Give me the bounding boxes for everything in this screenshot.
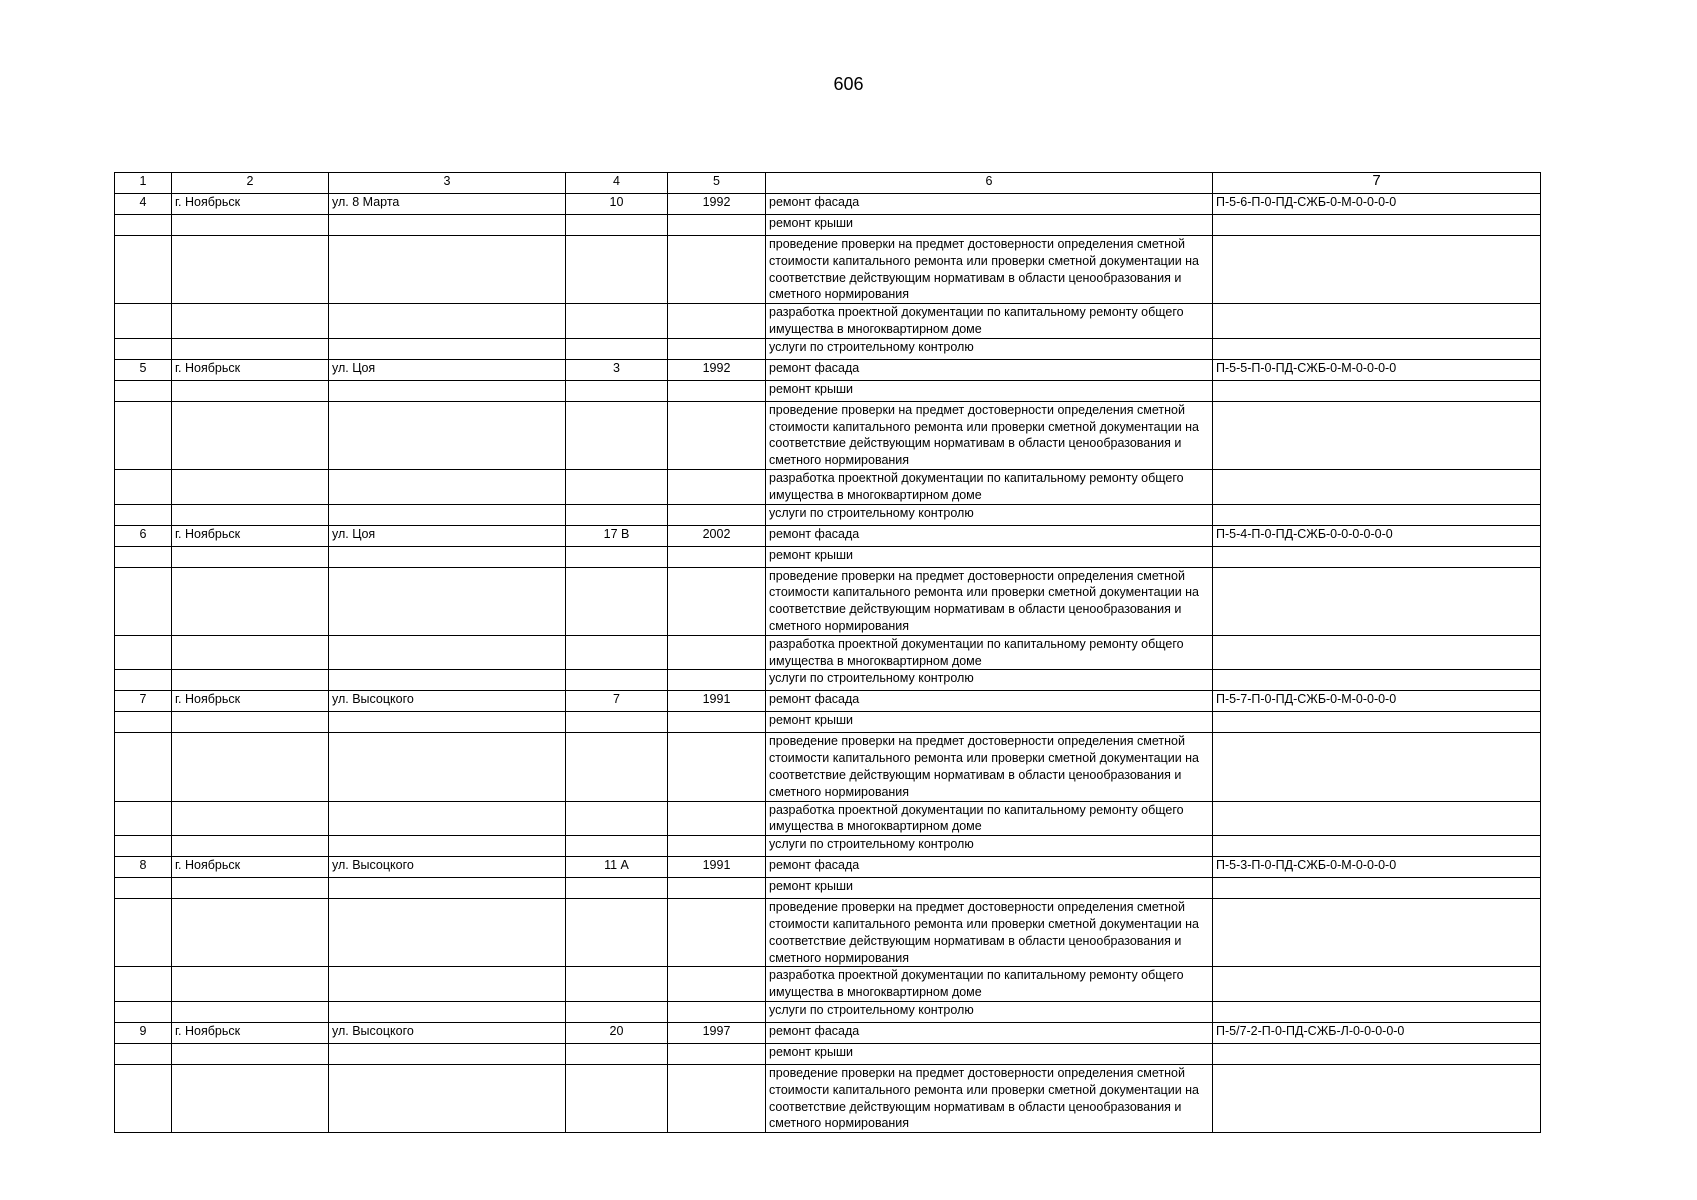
table-subrow [115,546,1541,567]
house-cell: 17 В [566,525,668,546]
work-cell: проведение проверки на предмет достоверности определения сметной стоимости капитального ремонта или проверки сметной документации на соответствие действующим нормативам в области ценообразования и сметного нормирования [766,1064,1213,1132]
work-cell: услуги по строительному контролю [766,670,1213,691]
work-cell: разработка проектной документации по капитальному ремонту общего имущества в многоквартирном доме [766,304,1213,339]
empty-cell [329,836,566,857]
empty-cell [172,304,329,339]
num-cell: 4 [115,194,172,215]
empty-cell [115,338,172,359]
num-cell: 6 [115,525,172,546]
empty-cell [1213,967,1541,1002]
empty-cell [329,469,566,504]
num-cell: 9 [115,1022,172,1043]
num-cell: 8 [115,857,172,878]
empty-cell [566,469,668,504]
repair-table [114,172,1541,1133]
work-cell: разработка проектной документации по капитальному ремонту общего имущества в многоквартирном доме [766,967,1213,1002]
work-cell: разработка проектной документации по капитальному ремонту общего имущества в многоквартирном доме [766,635,1213,670]
empty-cell [566,670,668,691]
empty-cell [329,712,566,733]
empty-cell [172,504,329,525]
empty-cell [115,635,172,670]
table-row [115,525,1541,546]
empty-cell [115,670,172,691]
empty-cell [1213,712,1541,733]
empty-cell [1213,1064,1541,1132]
house-cell: 11 А [566,857,668,878]
street-cell: ул. 8 Марта [329,194,566,215]
work-cell: ремонт фасада [766,1022,1213,1043]
page-number: 606 [833,74,864,94]
empty-cell [172,899,329,967]
empty-cell [566,899,668,967]
table-subrow [115,1001,1541,1022]
empty-cell [115,567,172,635]
empty-cell [172,1043,329,1064]
work-cell: проведение проверки на предмет достоверности определения сметной стоимости капитального ремонта или проверки сметной документации на соответствие действующим нормативам в области ценообразования и сметного нормирования [766,733,1213,801]
empty-cell [115,878,172,899]
empty-cell [566,215,668,236]
work-cell: ремонт фасада [766,857,1213,878]
header-row [115,173,1541,194]
table-subrow [115,878,1541,899]
empty-cell [1213,635,1541,670]
empty-cell [329,546,566,567]
work-cell: услуги по строительному контролю [766,1001,1213,1022]
empty-cell [1213,215,1541,236]
city-cell: г. Ноябрьск [172,359,329,380]
empty-cell [668,899,766,967]
empty-cell [668,1043,766,1064]
empty-cell [329,878,566,899]
empty-cell [329,1064,566,1132]
year-cell: 1992 [668,359,766,380]
num-cell: 5 [115,359,172,380]
empty-cell [566,1043,668,1064]
table-subrow [115,380,1541,401]
table-subrow [115,401,1541,469]
empty-cell [115,1064,172,1132]
empty-cell [668,967,766,1002]
street-cell: ул. Цоя [329,525,566,546]
city-cell: г. Ноябрьск [172,857,329,878]
work-cell: проведение проверки на предмет достоверности определения сметной стоимости капитального ремонта или проверки сметной документации на соответствие действующим нормативам в области ценообразования и сметного нормирования [766,899,1213,967]
work-cell: ремонт крыши [766,215,1213,236]
table-subrow [115,469,1541,504]
header-cell: 3 [329,173,566,194]
empty-cell [329,1001,566,1022]
empty-cell [172,567,329,635]
empty-cell [668,712,766,733]
empty-cell [1213,469,1541,504]
empty-cell [115,967,172,1002]
table-subrow [115,504,1541,525]
year-cell: 1992 [668,194,766,215]
empty-cell [566,338,668,359]
table-subrow [115,801,1541,836]
empty-cell [668,380,766,401]
work-cell: ремонт крыши [766,712,1213,733]
empty-cell [172,878,329,899]
empty-cell [668,469,766,504]
work-cell: ремонт фасада [766,691,1213,712]
code-cell: П-5/7-2-П-0-ПД-СЖБ-Л-0-0-0-0-0 [1213,1022,1541,1043]
work-cell: ремонт фасада [766,525,1213,546]
empty-cell [668,733,766,801]
empty-cell [172,670,329,691]
empty-cell [1213,899,1541,967]
empty-cell [115,380,172,401]
code-cell: П-5-6-П-0-ПД-СЖБ-0-М-0-0-0-0 [1213,194,1541,215]
table-subrow [115,215,1541,236]
empty-cell [172,1064,329,1132]
table-subrow [115,635,1541,670]
code-cell: П-5-3-П-0-ПД-СЖБ-0-М-0-0-0-0 [1213,857,1541,878]
house-cell: 3 [566,359,668,380]
empty-cell [115,469,172,504]
header-cell: 1 [115,173,172,194]
empty-cell [566,546,668,567]
empty-cell [668,567,766,635]
empty-cell [115,401,172,469]
street-cell: ул. Высоцкого [329,691,566,712]
work-cell: ремонт крыши [766,380,1213,401]
table-row [115,1022,1541,1043]
empty-cell [115,546,172,567]
empty-cell [329,967,566,1002]
empty-cell [668,635,766,670]
empty-cell [1213,236,1541,304]
empty-cell [566,380,668,401]
empty-cell [172,236,329,304]
empty-cell [566,401,668,469]
header-cell: 2 [172,173,329,194]
empty-cell [329,338,566,359]
empty-cell [172,635,329,670]
work-cell: ремонт фасада [766,194,1213,215]
empty-cell [566,236,668,304]
work-cell: разработка проектной документации по капитальному ремонту общего имущества в многоквартирном доме [766,469,1213,504]
empty-cell [668,670,766,691]
empty-cell [329,670,566,691]
empty-cell [329,899,566,967]
empty-cell [115,712,172,733]
empty-cell [566,712,668,733]
empty-cell [329,567,566,635]
empty-cell [566,1001,668,1022]
table-subrow [115,304,1541,339]
year-cell: 1997 [668,1022,766,1043]
empty-cell [329,504,566,525]
empty-cell [668,236,766,304]
empty-cell [329,733,566,801]
empty-cell [1213,567,1541,635]
num-cell: 7 [115,691,172,712]
empty-cell [566,1064,668,1132]
code-cell: П-5-5-П-0-ПД-СЖБ-0-М-0-0-0-0 [1213,359,1541,380]
empty-cell [172,380,329,401]
street-cell: ул. Высоцкого [329,857,566,878]
empty-cell [329,401,566,469]
empty-cell [172,801,329,836]
work-cell: услуги по строительному контролю [766,836,1213,857]
empty-cell [115,1001,172,1022]
empty-cell [566,733,668,801]
empty-cell [566,504,668,525]
empty-cell [1213,338,1541,359]
city-cell: г. Ноябрьск [172,194,329,215]
city-cell: г. Ноябрьск [172,691,329,712]
empty-cell [172,1001,329,1022]
empty-cell [1213,401,1541,469]
table-row [115,691,1541,712]
empty-cell [329,236,566,304]
empty-cell [329,801,566,836]
empty-cell [172,712,329,733]
empty-cell [566,836,668,857]
empty-cell [668,215,766,236]
empty-cell [172,836,329,857]
empty-cell [115,733,172,801]
work-cell: ремонт фасада [766,359,1213,380]
table-subrow [115,1043,1541,1064]
empty-cell [172,469,329,504]
empty-cell [172,967,329,1002]
empty-cell [668,801,766,836]
empty-cell [566,801,668,836]
header-cell: 4 [566,173,668,194]
empty-cell [668,878,766,899]
city-cell: г. Ноябрьск [172,1022,329,1043]
table-subrow [115,712,1541,733]
table-subrow [115,836,1541,857]
empty-cell [329,380,566,401]
empty-cell [1213,546,1541,567]
empty-cell [1213,836,1541,857]
empty-cell [115,215,172,236]
empty-cell [1213,670,1541,691]
empty-cell [566,304,668,339]
empty-cell [1213,304,1541,339]
house-cell: 10 [566,194,668,215]
empty-cell [115,801,172,836]
empty-cell [115,899,172,967]
table-row [115,857,1541,878]
table-subrow [115,670,1541,691]
empty-cell [172,338,329,359]
empty-cell [115,236,172,304]
table-subrow [115,1064,1541,1132]
empty-cell [1213,380,1541,401]
empty-cell [668,338,766,359]
work-cell: услуги по строительному контролю [766,338,1213,359]
work-cell: проведение проверки на предмет достоверности определения сметной стоимости капитального ремонта или проверки сметной документации на соответствие действующим нормативам в области ценообразования и сметного нормирования [766,401,1213,469]
empty-cell [172,733,329,801]
empty-cell [329,635,566,670]
header-cell: 7 [1213,173,1541,194]
empty-cell [115,836,172,857]
empty-cell [566,567,668,635]
empty-cell [172,401,329,469]
year-cell: 2002 [668,525,766,546]
code-cell: П-5-7-П-0-ПД-СЖБ-0-М-0-0-0-0 [1213,691,1541,712]
empty-cell [668,1064,766,1132]
empty-cell [172,546,329,567]
work-cell: разработка проектной документации по капитальному ремонту общего имущества в многоквартирном доме [766,801,1213,836]
street-cell: ул. Цоя [329,359,566,380]
empty-cell [1213,1001,1541,1022]
year-cell: 1991 [668,691,766,712]
empty-cell [115,304,172,339]
house-cell: 7 [566,691,668,712]
table-subrow [115,236,1541,304]
empty-cell [668,304,766,339]
street-cell: ул. Высоцкого [329,1022,566,1043]
city-cell: г. Ноябрьск [172,525,329,546]
empty-cell [1213,733,1541,801]
empty-cell [1213,801,1541,836]
work-cell: ремонт крыши [766,1043,1213,1064]
header-cell: 5 [668,173,766,194]
work-cell: ремонт крыши [766,546,1213,567]
empty-cell [668,836,766,857]
table-row [115,194,1541,215]
empty-cell [115,1043,172,1064]
empty-cell [668,1001,766,1022]
table-subrow [115,338,1541,359]
empty-cell [1213,878,1541,899]
table-row [115,359,1541,380]
empty-cell [172,215,329,236]
work-cell: проведение проверки на предмет достоверности определения сметной стоимости капитального ремонта или проверки сметной документации на соответствие действующим нормативам в области ценообразования и сметного нормирования [766,236,1213,304]
empty-cell [115,504,172,525]
empty-cell [566,967,668,1002]
empty-cell [329,304,566,339]
empty-cell [668,546,766,567]
empty-cell [668,401,766,469]
table-subrow [115,899,1541,967]
work-cell: ремонт крыши [766,878,1213,899]
empty-cell [329,215,566,236]
header-cell: 6 [766,173,1213,194]
empty-cell [1213,504,1541,525]
empty-cell [668,504,766,525]
empty-cell [566,878,668,899]
house-cell: 20 [566,1022,668,1043]
table-subrow [115,567,1541,635]
work-cell: проведение проверки на предмет достоверности определения сметной стоимости капитального ремонта или проверки сметной документации на соответствие действующим нормативам в области ценообразования и сметного нормирования [766,567,1213,635]
empty-cell [1213,1043,1541,1064]
empty-cell [329,1043,566,1064]
table-subrow [115,733,1541,801]
empty-cell [566,635,668,670]
year-cell: 1991 [668,857,766,878]
table-subrow [115,967,1541,1002]
work-cell: услуги по строительному контролю [766,504,1213,525]
code-cell: П-5-4-П-0-ПД-СЖБ-0-0-0-0-0-0 [1213,525,1541,546]
